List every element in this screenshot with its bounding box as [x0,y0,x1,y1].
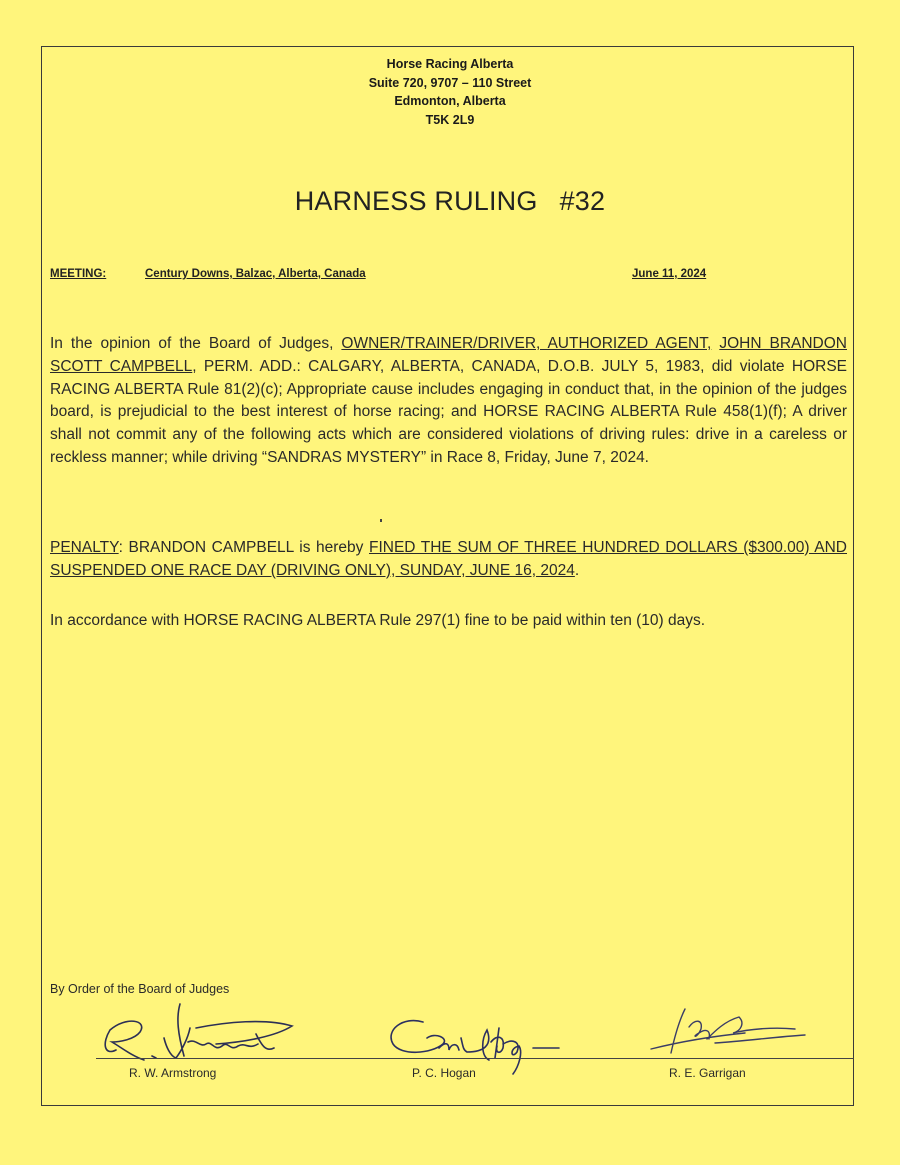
penalty-paragraph [50,537,847,583]
org-name: Horse Racing Alberta [386,57,514,71]
judge-name-hogan: P. C. Hogan [412,1066,476,1080]
org-postal-code: T5K 2L9 [425,112,475,127]
penalty-label: PENALTY [50,539,119,556]
accordance-paragraph: In accordance with HORSE RACING ALBERTA Rule 297(1) fine to be paid within ten (10) days. [50,612,706,629]
body-name: JOHN BRANDON SCOTT CAMPBELL [50,335,847,375]
letterhead [0,55,900,129]
body-intro: In the opinion of the Board of Judges, [50,335,342,352]
stray-mark [380,519,382,522]
body-role: OWNER/TRAINER/DRIVER, AUTHORIZED AGENT, [341,335,712,352]
ruling-title-text: HARNESS RULING [294,186,538,216]
signature-line [96,1058,854,1059]
body-rest: , PERM. ADD.: CALGARY, ALBERTA, CANADA, D.O.B. JULY 5, 1983, did violate HORSE RACING ALBERTA Rule 81(2)(c); Appropriate cause includes engaging in conduct that, in the opinion of the judges board, is prejudicial to the best interest of horse racing; and HORSE RACING ALBERTA Rule 458(1)(f); A driver shall not commit any of the following acts which are considered violations of driving rules: drive in a careless or reckless manner; while driving “SANDRAS MYSTERY” in Race 8, Friday, June 7, 2024. [50,357,847,466]
org-address: Suite 720, 9707 – 110 Street [368,75,532,90]
penalty-lead: : BRANDON CAMPBELL is hereby [118,539,369,556]
meeting-venue: Century Downs, Balzac, Alberta, Canada [145,268,366,280]
order-line: By Order of the Board of Judges [50,982,230,996]
judge-name-armstrong: R. W. Armstrong [129,1066,217,1080]
penalty-terms: FINED THE SUM OF THREE HUNDRED DOLLARS ($300.00) AND SUSPENDED ONE RACE DAY (DRIVING ONLY), SUNDAY, JUNE 16, 2024 [50,539,847,579]
org-city: Edmonton, Alberta [394,94,506,108]
meeting-label: MEETING: [50,268,107,280]
judge-name-garrigan: R. E. Garrigan [669,1066,746,1080]
ruling-number: #32 [559,186,606,216]
ruling-body [50,333,847,470]
penalty-end: . [574,561,580,579]
garrigan-signature [645,1003,815,1063]
meeting-date: June 11, 2024 [632,268,707,280]
ruling-title [0,186,900,217]
